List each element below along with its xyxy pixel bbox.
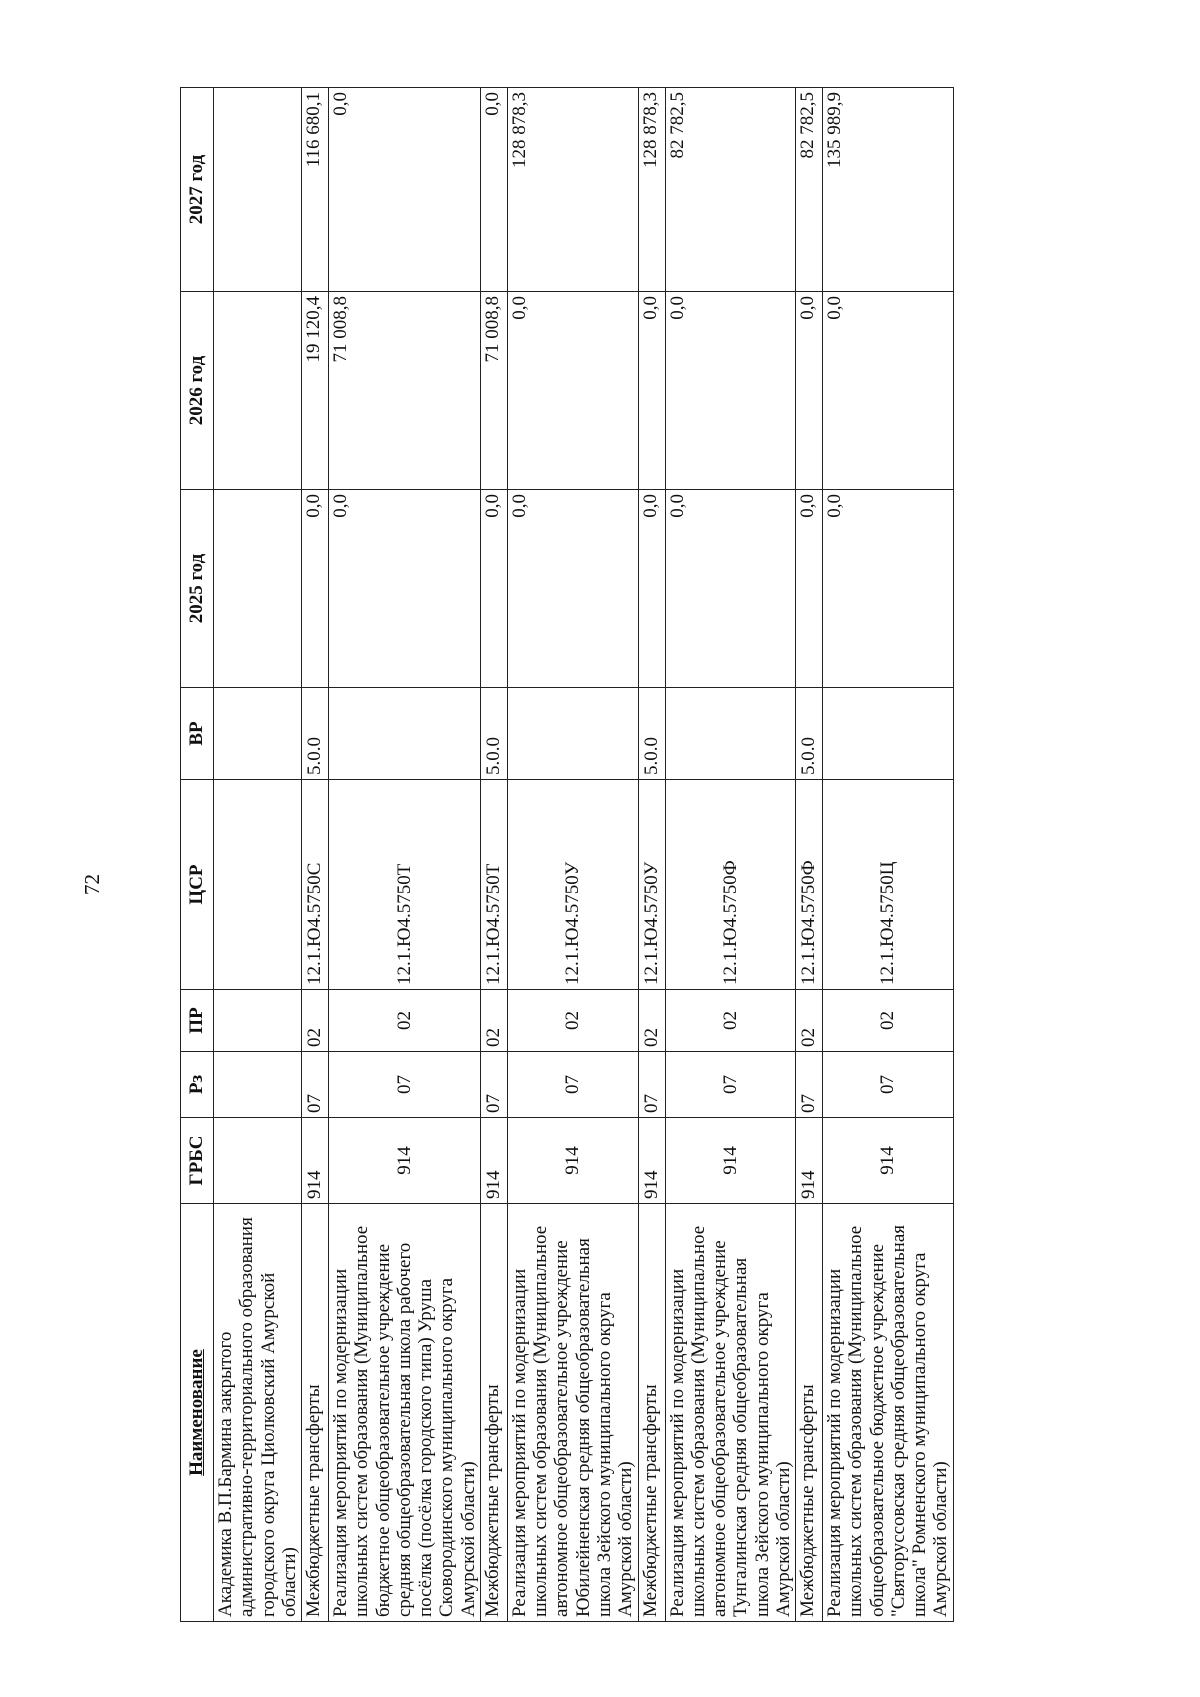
cell-pr: 02	[480, 990, 507, 1052]
cell-csr: 12.1.Ю4.5750Т	[480, 780, 507, 990]
cell-grbs: 914	[302, 1118, 329, 1204]
budget-table-rotated	[180, 88, 1110, 1622]
cell-csr	[214, 780, 302, 990]
cell-pr: 02	[796, 990, 823, 1052]
cell-csr: 12.1.Ю4.5750С	[302, 780, 329, 990]
cell-2027: 82 782,5	[665, 88, 796, 292]
col-header-grbs: ГРБС	[181, 1118, 214, 1204]
table-row	[507, 88, 638, 1622]
cell-grbs	[214, 1118, 302, 1204]
cell-csr: 12.1.Ю4.5750Ф	[796, 780, 823, 990]
cell-vr	[665, 688, 796, 780]
cell-2026: 0,0	[796, 292, 823, 490]
cell-2026: 0,0	[823, 292, 954, 490]
cell-vr: 5.0.0	[796, 688, 823, 780]
cell-2026: 19 120,4	[302, 292, 329, 490]
table-row	[796, 88, 823, 1622]
cell-name: Академика В.П.Бармина закрытого административно-территориального образования городского округа Циолковский Амурской области)	[214, 1204, 302, 1622]
cell-vr	[507, 688, 638, 780]
cell-2027: 82 782,5	[796, 88, 823, 292]
cell-2025: 0,0	[302, 490, 329, 688]
col-header-csr: ЦСР	[181, 780, 214, 990]
cell-pr: 02	[638, 990, 665, 1052]
cell-rz: 07	[329, 1052, 481, 1118]
cell-2025: 0,0	[665, 490, 796, 688]
budget-table	[180, 87, 954, 1622]
col-header-2025: 2025 год	[181, 490, 214, 688]
cell-name: Реализация мероприятий по модернизации школьных систем образования (Муниципальное автономное общеобразовательное учреждение Юбилейненская средняя общеобразовательная школа Зейского муниципального округа Амурской области)	[507, 1204, 638, 1622]
cell-grbs: 914	[638, 1118, 665, 1204]
cell-rz: 07	[796, 1052, 823, 1118]
table-row	[214, 88, 302, 1622]
cell-2026: 0,0	[638, 292, 665, 490]
cell-2025: 0,0	[638, 490, 665, 688]
col-header-rz: Рз	[181, 1052, 214, 1118]
cell-vr	[329, 688, 481, 780]
col-header-2027: 2027 год	[181, 88, 214, 292]
table-row	[665, 88, 796, 1622]
cell-2026: 71 008,8	[480, 292, 507, 490]
cell-rz: 07	[302, 1052, 329, 1118]
cell-pr: 02	[329, 990, 481, 1052]
cell-2025: 0,0	[480, 490, 507, 688]
cell-csr: 12.1.Ю4.5750Т	[329, 780, 481, 990]
cell-name: Межбюджетные трансферты	[302, 1204, 329, 1622]
cell-vr: 5.0.0	[480, 688, 507, 780]
cell-vr	[214, 688, 302, 780]
table-row	[823, 88, 954, 1622]
cell-vr: 5.0.0	[302, 688, 329, 780]
cell-2027	[214, 88, 302, 292]
table-row	[638, 88, 665, 1622]
table-header-row	[181, 88, 214, 1622]
cell-pr: 02	[823, 990, 954, 1052]
cell-rz: 07	[665, 1052, 796, 1118]
cell-pr: 02	[665, 990, 796, 1052]
cell-name: Реализация мероприятий по модернизации школьных систем образования (Муниципальное автономное общеобразовательное учреждение Тунгалинская средняя общеобразовательная школа Зейского муниципального округа Амурской области)	[665, 1204, 796, 1622]
cell-2027: 116 680,1	[302, 88, 329, 292]
cell-pr: 02	[302, 990, 329, 1052]
cell-name: Межбюджетные трансферты	[638, 1204, 665, 1622]
cell-grbs: 914	[507, 1118, 638, 1204]
cell-grbs: 914	[329, 1118, 481, 1204]
page-number: 72	[80, 874, 104, 895]
cell-name: Межбюджетные трансферты	[796, 1204, 823, 1622]
cell-grbs: 914	[480, 1118, 507, 1204]
cell-2027: 128 878,3	[507, 88, 638, 292]
cell-2025: 0,0	[823, 490, 954, 688]
cell-2027: 128 878,3	[638, 88, 665, 292]
cell-rz	[214, 1052, 302, 1118]
cell-rz: 07	[507, 1052, 638, 1118]
cell-2025	[214, 490, 302, 688]
cell-rz: 07	[823, 1052, 954, 1118]
cell-2027: 0,0	[329, 88, 481, 292]
cell-2025: 0,0	[507, 490, 638, 688]
cell-rz: 07	[638, 1052, 665, 1118]
col-header-vr: ВР	[181, 688, 214, 780]
cell-grbs: 914	[823, 1118, 954, 1204]
cell-name: Реализация мероприятий по модернизации школьных систем образования (Муниципальное общеобразовательное бюджетное учреждение "Святоруссовская средняя общеобразовательная школа" Ромненского муниципального округа Амурской области)	[823, 1204, 954, 1622]
cell-rz: 07	[480, 1052, 507, 1118]
col-header-pr: ПР	[181, 990, 214, 1052]
cell-2026: 0,0	[665, 292, 796, 490]
table-row	[480, 88, 507, 1622]
cell-2025: 0,0	[329, 490, 481, 688]
col-header-2026: 2026 год	[181, 292, 214, 490]
cell-pr	[214, 990, 302, 1052]
cell-name: Реализация мероприятий по модернизации школьных систем образования (Муниципальное бюджетное общеобразовательное учреждение средняя общеобразовательная школа рабочего посёлка (посёлка городского типа) Уруша Сковородинского муниципального округа Амурской области)	[329, 1204, 481, 1622]
cell-2026	[214, 292, 302, 490]
cell-csr: 12.1.Ю4.5750У	[507, 780, 638, 990]
cell-csr: 12.1.Ю4.5750У	[638, 780, 665, 990]
cell-pr: 02	[507, 990, 638, 1052]
cell-name: Межбюджетные трансферты	[480, 1204, 507, 1622]
cell-grbs: 914	[796, 1118, 823, 1204]
col-header-name: Наименование	[181, 1204, 214, 1622]
cell-2026: 0,0	[507, 292, 638, 490]
cell-csr: 12.1.Ю4.5750Ф	[665, 780, 796, 990]
cell-vr: 5.0.0	[638, 688, 665, 780]
table-row	[329, 88, 481, 1622]
cell-csr: 12.1.Ю4.5750Ц	[823, 780, 954, 990]
cell-2026: 71 008,8	[329, 292, 481, 490]
cell-2027: 0,0	[480, 88, 507, 292]
cell-vr	[823, 688, 954, 780]
cell-2025: 0,0	[796, 490, 823, 688]
cell-grbs: 914	[665, 1118, 796, 1204]
table-row	[302, 88, 329, 1622]
cell-2027: 135 989,9	[823, 88, 954, 292]
